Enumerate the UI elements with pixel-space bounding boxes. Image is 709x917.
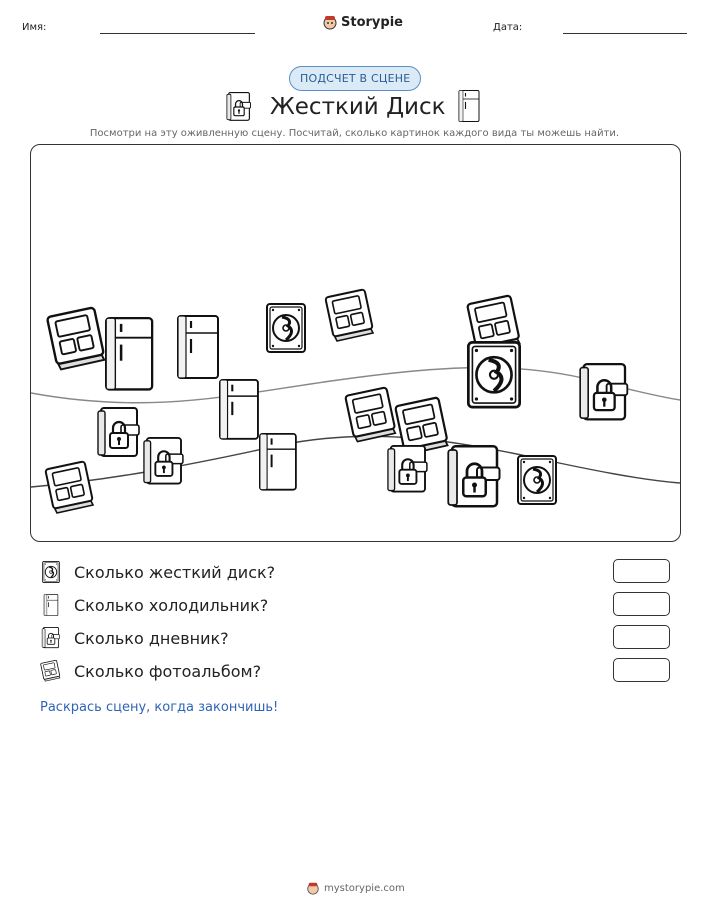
- scene-photo-album: [45, 461, 93, 513]
- brand-name: Storypie: [341, 14, 403, 30]
- scene-fridge: [220, 380, 258, 439]
- coloring-prompt: Раскрась сцену, когда закончишь!: [40, 700, 279, 715]
- scene-hard-drive: [267, 304, 305, 352]
- question-row: [40, 561, 275, 583]
- question-text: Сколько фотоальбом?: [74, 661, 262, 681]
- scene-diary: [580, 364, 627, 419]
- worksheet-type-badge: ПОДСЧЕТ В СЦЕНЕ: [289, 66, 421, 91]
- scene-diary: [98, 408, 139, 456]
- fridge-icon: [40, 594, 62, 616]
- question-text: Сколько холодильник?: [74, 595, 269, 615]
- brand-logo: [322, 14, 403, 30]
- scene-photo-album: [47, 307, 104, 369]
- name-label: Имя:: [22, 22, 47, 33]
- storypie-logo-icon: [322, 14, 338, 30]
- scene-hard-drive: [468, 342, 519, 407]
- question-row: [40, 660, 261, 682]
- answer-box[interactable]: [613, 625, 670, 649]
- footer: [306, 881, 405, 895]
- question-text: Сколько жесткий диск?: [74, 562, 276, 582]
- answer-box[interactable]: [613, 592, 670, 616]
- scene-diary: [144, 438, 183, 484]
- fridge-icon: [458, 90, 480, 122]
- scene-illustration[interactable]: [31, 145, 680, 541]
- scene-photo-album: [325, 289, 373, 341]
- page-title: Жесткий Диск: [270, 94, 446, 120]
- diary-icon: [40, 627, 62, 649]
- photo-album-icon: [40, 660, 62, 682]
- scene-photo-album: [345, 387, 395, 441]
- scene-fridge: [106, 318, 152, 389]
- answer-box[interactable]: [613, 658, 670, 682]
- answer-box[interactable]: [613, 559, 670, 583]
- hard-drive-icon: [40, 561, 62, 583]
- date-line[interactable]: [563, 33, 687, 34]
- footer-url[interactable]: mystorypie.com: [324, 882, 405, 894]
- scene-panel: [30, 144, 681, 542]
- date-label: Дата:: [493, 22, 523, 33]
- question-row: [40, 594, 268, 616]
- scene-fridge: [178, 316, 218, 378]
- instructions: Посмотри на эту оживленную сцену. Посчитай, сколько картинок каждого вида ты можешь найти.: [89, 128, 620, 139]
- scene-diary: [388, 446, 427, 492]
- scene-hard-drive: [518, 456, 556, 504]
- storypie-logo-icon: [306, 881, 320, 895]
- question-row: [40, 627, 229, 649]
- question-text: Сколько дневник?: [74, 628, 229, 648]
- diary-icon: [226, 92, 252, 122]
- scene-fridge: [260, 434, 296, 490]
- scene-diary: [448, 446, 499, 506]
- name-line[interactable]: [100, 33, 255, 34]
